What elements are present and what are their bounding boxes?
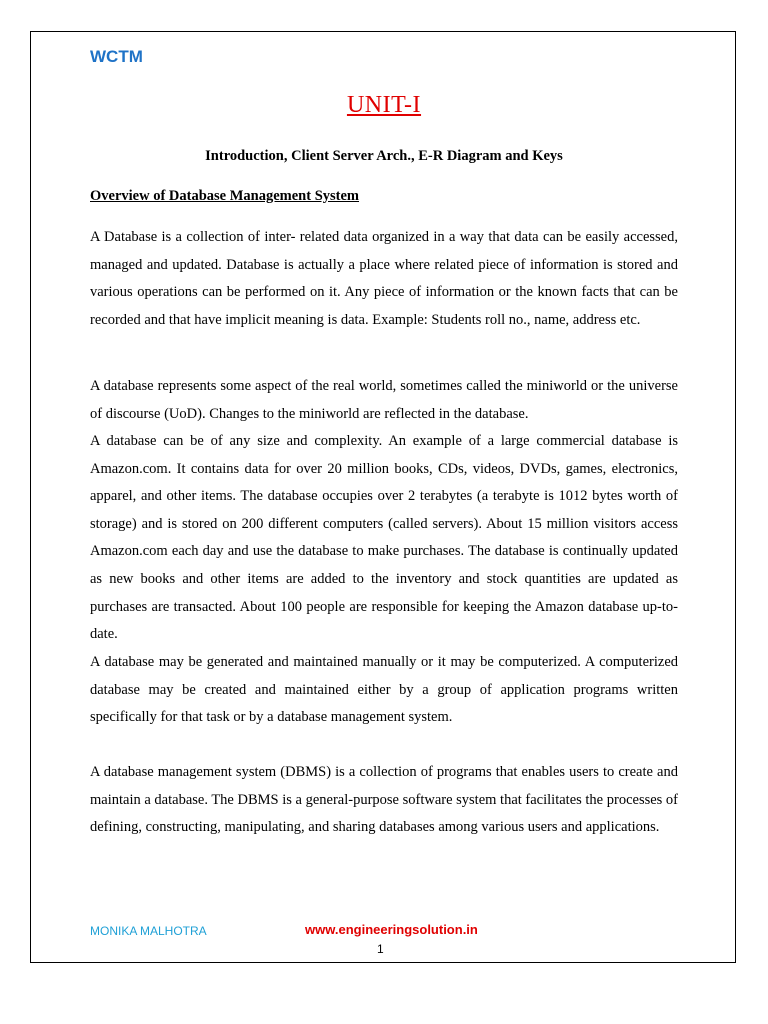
paragraph: A Database is a collection of inter- related data organized in a way that data can be easily accessed, managed and updated. Database is actually a place where related piece of information is stored and various operations can be performed on it. Any piece of information or the known facts that can be recorded and that have implicit meaning is data. Example: Students roll no., name, address etc. (90, 229, 678, 328)
footer-author: MONIKA MALHOTRA (90, 924, 207, 938)
footer-website-link[interactable]: www.engineeringsolution.in (305, 922, 478, 937)
paragraph: A database management system (DBMS) is a collection of programs that enables users to create and maintain a database. The DBMS is a general-purpose software system that facilitates the processes of defining, constructing, manipulating, and sharing databases among various users and applications. (90, 764, 679, 836)
document-subtitle: Introduction, Client Server Arch., E-R Diagram and Keys (205, 148, 563, 164)
paragraph: A database may be generated and maintained manually or it may be computerized. A computerized database may be created and maintained either by a group of application programs written specifically for that task or by a database management system. (90, 654, 678, 726)
header-brand: WCTM (90, 47, 143, 66)
paragraph: A database can be of any size and complexity. An example of a large commercial database is Amazon.com. It contains data for over 20 million books, CDs, videos, DVDs, games, electronics, apparel, and other items. The database occupies over 2 terabytes (a terabyte is 1012 bytes worth of storage) and is stored on 200 different computers (called servers). About 15 million visitors access Amazon.com each day and use the database to make purchases. The database is continually updated as new books and other items are added to the inventory and stock quantities are updated as purchases are transacted. About 100 people are responsible for keeping the Amazon database up-to-date. (90, 433, 678, 643)
page-number: 1 (377, 942, 384, 956)
paragraph: A database represents some aspect of the real world, sometimes called the miniworld or the universe of discourse (UoD). Changes to the miniworld are reflected in the database. (90, 378, 678, 422)
section-heading: Overview of Database Management System (90, 188, 360, 204)
unit-title: UNIT-I (346, 92, 422, 118)
